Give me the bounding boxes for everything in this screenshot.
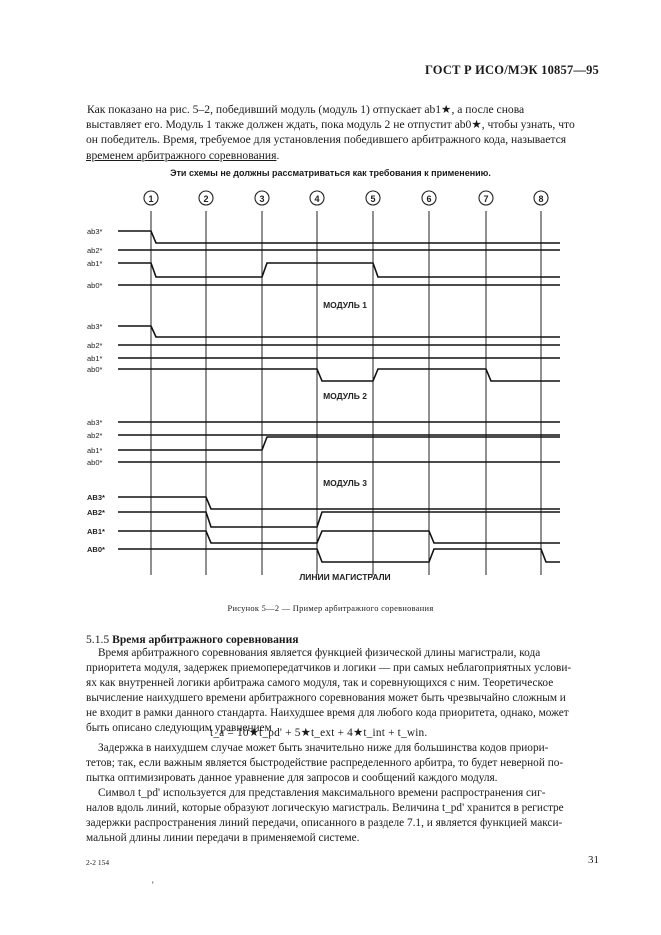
time-marker-label: 7: [483, 194, 489, 204]
signal-label: ab0*: [87, 458, 103, 467]
time-marker-label: 6: [426, 194, 432, 204]
time-marker-label: 3: [259, 194, 265, 204]
body-paragraph-1: [86, 646, 594, 735]
signal-label: AB3*: [87, 493, 105, 502]
figure-caption: Рисунок 5—2 — Пример арбитражного соревнования: [227, 604, 434, 613]
signal-label: AB1*: [87, 527, 105, 536]
body-line: вычисление наихудшего времени арбитражного соревнования может быть чрезвычайно сложным и: [86, 691, 566, 704]
time-marker-label: 2: [203, 194, 209, 204]
page-number: 31: [588, 854, 599, 866]
section-number: 5.1.5: [86, 633, 110, 646]
term-underlined: временем арбитражного соревнования: [86, 148, 277, 162]
time-marker-label: 4: [314, 194, 320, 204]
equation: t_a = 10★t_pd' + 5★t_ext + 4★t_int + t_win.: [210, 727, 428, 739]
group-label: ЛИНИИ МАГИСТРАЛИ: [299, 572, 391, 582]
group-label: МОДУЛЬ 2: [323, 391, 367, 401]
signal-label: ab2*: [87, 341, 103, 350]
signal-label: ab3*: [87, 322, 103, 331]
signal-label: ab3*: [87, 227, 103, 236]
signal-waveform: [118, 369, 560, 381]
body-line: пытка оптимизировать данное уравнение для запросов и сообщений каждого модуля.: [86, 771, 498, 784]
body-line: не входит в рамки данного стандарта. Наихудшее время для любого кода приоритета, однако, может: [86, 706, 569, 719]
signal-label: ab1*: [87, 354, 103, 363]
print-mark: ': [152, 880, 154, 890]
body-paragraph-2: [86, 741, 594, 786]
document-header: ГОСТ Р ИСО/МЭК 10857—95: [424, 63, 599, 77]
signal-label: ab0*: [87, 281, 103, 290]
intro-line-text: Как показано на рис. 5–2, победивший модуль (модуль 1) отпускает ab1★, а после снова: [87, 103, 525, 116]
intro-period: .: [276, 148, 280, 162]
signal-label: ab3*: [87, 418, 103, 427]
signal-waveform: [118, 512, 560, 527]
section-heading: [86, 633, 299, 646]
signal-waveform: [118, 231, 560, 243]
signal-waveform: [118, 326, 560, 337]
body-line: Задержка в наихудшем случае может быть значительно ниже для большинства кодов приори-: [98, 742, 549, 754]
body-line: Время арбитражного соревнования является функцией физической длины магистрали, кода: [98, 647, 541, 659]
signal-label: ab2*: [87, 431, 103, 440]
intro-line: выставляет его. Модуль 1 также должен ждать, пока модуль 2 не отпустит ab0★, чтобы узнать, что: [86, 118, 575, 132]
signal-label: AB0*: [87, 545, 105, 554]
timing-diagram-content: [87, 191, 560, 582]
signal-waveform: [118, 263, 560, 277]
body-paragraph-3: [86, 786, 594, 846]
body-line: приоритета модуля, задержек приемопередатчиков и логики — при самых неблагоприятных услови-: [86, 661, 572, 674]
body-line: быть описано следующим уравнением: [86, 721, 272, 734]
body-line: тетов; так, если важным является быстродействие распределенного арбитра, то будет неверной по-: [86, 756, 564, 769]
time-marker-label: 1: [148, 194, 154, 204]
time-marker-label: 8: [538, 194, 544, 204]
body-line: ях как внутренней логики арбитража самого модуля, так и соревнующихся с ним. Теоретическое: [86, 676, 554, 689]
signal-label: AB2*: [87, 508, 105, 517]
time-marker-label: 5: [370, 194, 376, 204]
body-line: Символ t_pd' используется для представления максимального времени распространения сиг-: [98, 787, 546, 799]
signal-label: ab2*: [87, 246, 103, 255]
group-label: МОДУЛЬ 3: [323, 478, 367, 488]
footer-code: 2-2 154: [86, 858, 110, 867]
figure-note: Эти схемы не должны рассматриваться как требования к применению.: [170, 168, 491, 178]
signal-waveform: [118, 497, 560, 509]
body-line: налов вдоль линий, которые образуют логическую магистраль. Величина t_pd' хранится в регистре: [86, 801, 564, 814]
signal-label: ab1*: [87, 259, 103, 268]
signal-waveform: [118, 437, 560, 450]
section-title: Время арбитражного соревнования: [112, 633, 299, 646]
group-label: МОДУЛЬ 1: [323, 300, 367, 310]
signal-waveform: [118, 531, 560, 543]
signal-waveform: [118, 549, 560, 562]
intro-line: он победитель. Время, требуемое для установления победившего арбитражного кода, называется: [86, 133, 567, 147]
body-line: задержки распространения линий передачи, описанного в разделе 7.1, и является функцией макси-: [86, 816, 563, 829]
signal-label: ab1*: [87, 446, 103, 455]
signal-label: ab0*: [87, 365, 103, 374]
body-line: мальной длины линии передачи в применяемой системе.: [86, 831, 360, 844]
